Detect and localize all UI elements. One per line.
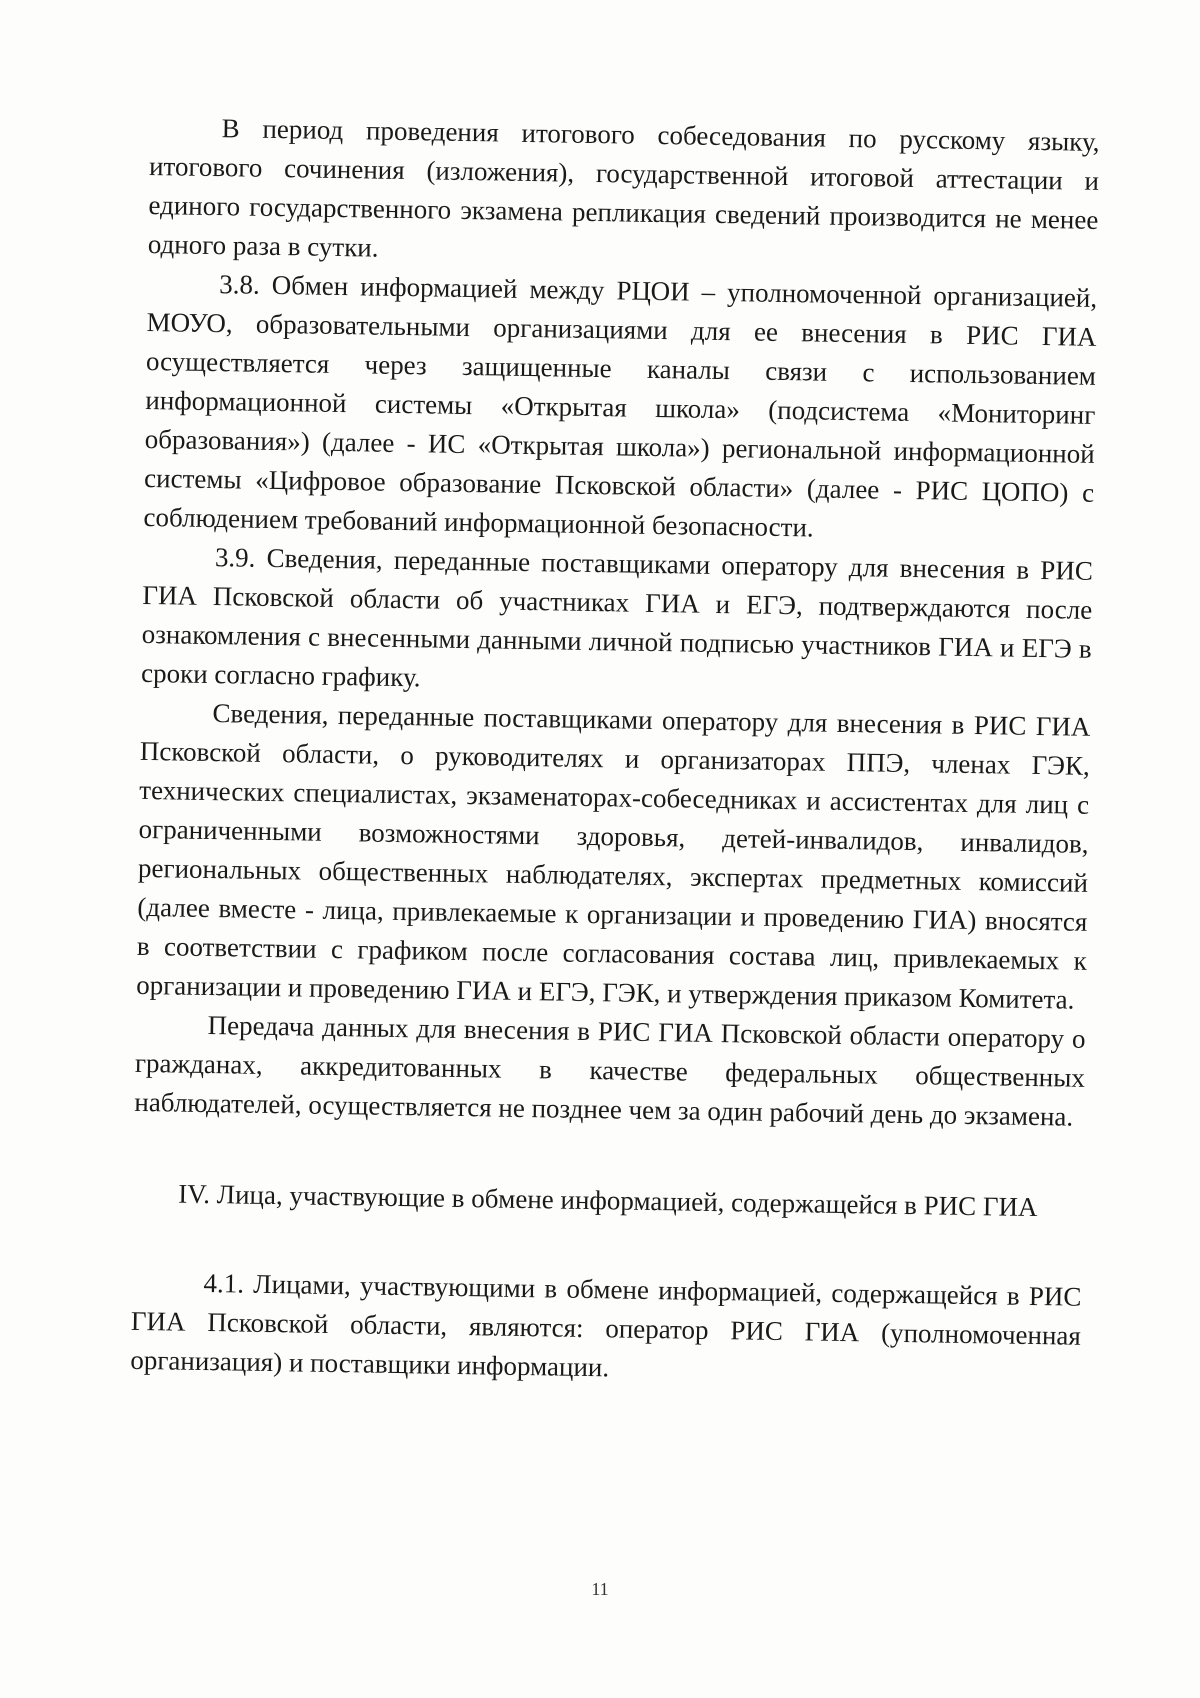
page-number: 11 [591,1579,609,1599]
section-title-iv: IV. Лица, участвующие в обмене информацией, содержащейся в РИС ГИА [178,1178,1038,1223]
paragraph-3-9: 3.9. Сведения, переданные поставщиками оператору для внесения в РИС ГИА Псковской области об участниках ГИА и ЕГЭ, подтверждаются после ознакомления с внесенными данными личной подписью участников ГИА и ЕГЭ в сроки согласно графику. [140,542,1094,693]
paragraph-federal-observers: Передача данных для внесения в РИС ГИА Псковской области оператору о гражданах, аккредитованных в качестве федеральных общественных наблюдателей, осуществляется не позднее чем за один рабочий день до экзамена. [134,1010,1086,1132]
paragraph-persons-info: Сведения, переданные поставщиками оператору для внесения в РИС ГИА Псковской области, о руководителях и организаторах ППЭ, членах ГЭК, технических специалистах, экзаменаторах-собеседниках и ассистентах для лиц с ограниченными возможностями здоровья, детей-инвалидов, инвалидов, региональных общественных наблюдателях, экспертах предметных комиссий (далее вместе - лица, привлекаемые к организации и проведению ГИА) вносятся в соответствии с графиком после согласования состава лиц, привлекаемых к организации и проведению ГИА и ЕГЭ, ГЭК, и утверждения приказом Комитета. [135,698,1091,1015]
paragraph-replication: В период проведения итогового собеседования по русскому языку, итогового сочинения (изложения), государственной итоговой аттестации и единого государственного экзамена репликация сведений производится не менее одного раза в сутки. [147,113,1100,263]
paragraph-3-8: 3.8. Обмен информацией между РЦОИ – уполномоченной организацией, МОУО, образовательными организациями для ее внесения в РИС ГИА осуществляется через защищенные каналы связи с использованием информационной системы «Открытая школа» (подсистема «Мониторинг образования») (далее - ИС «Открытая школа») региональной информационной системы «Цифровое образование Псковской области» (далее - РИС ЦОПО) с соблюдением требований информационной безопасности. [143,269,1098,543]
document-body [130,108,1100,1395]
paragraph-4-1: 4.1. Лицами, участвующими в обмене информацией, содержащейся в РИС ГИА Псковской области, являются: оператор РИС ГИА (уполномоченная организация) и поставщики информации. [130,1267,1082,1383]
